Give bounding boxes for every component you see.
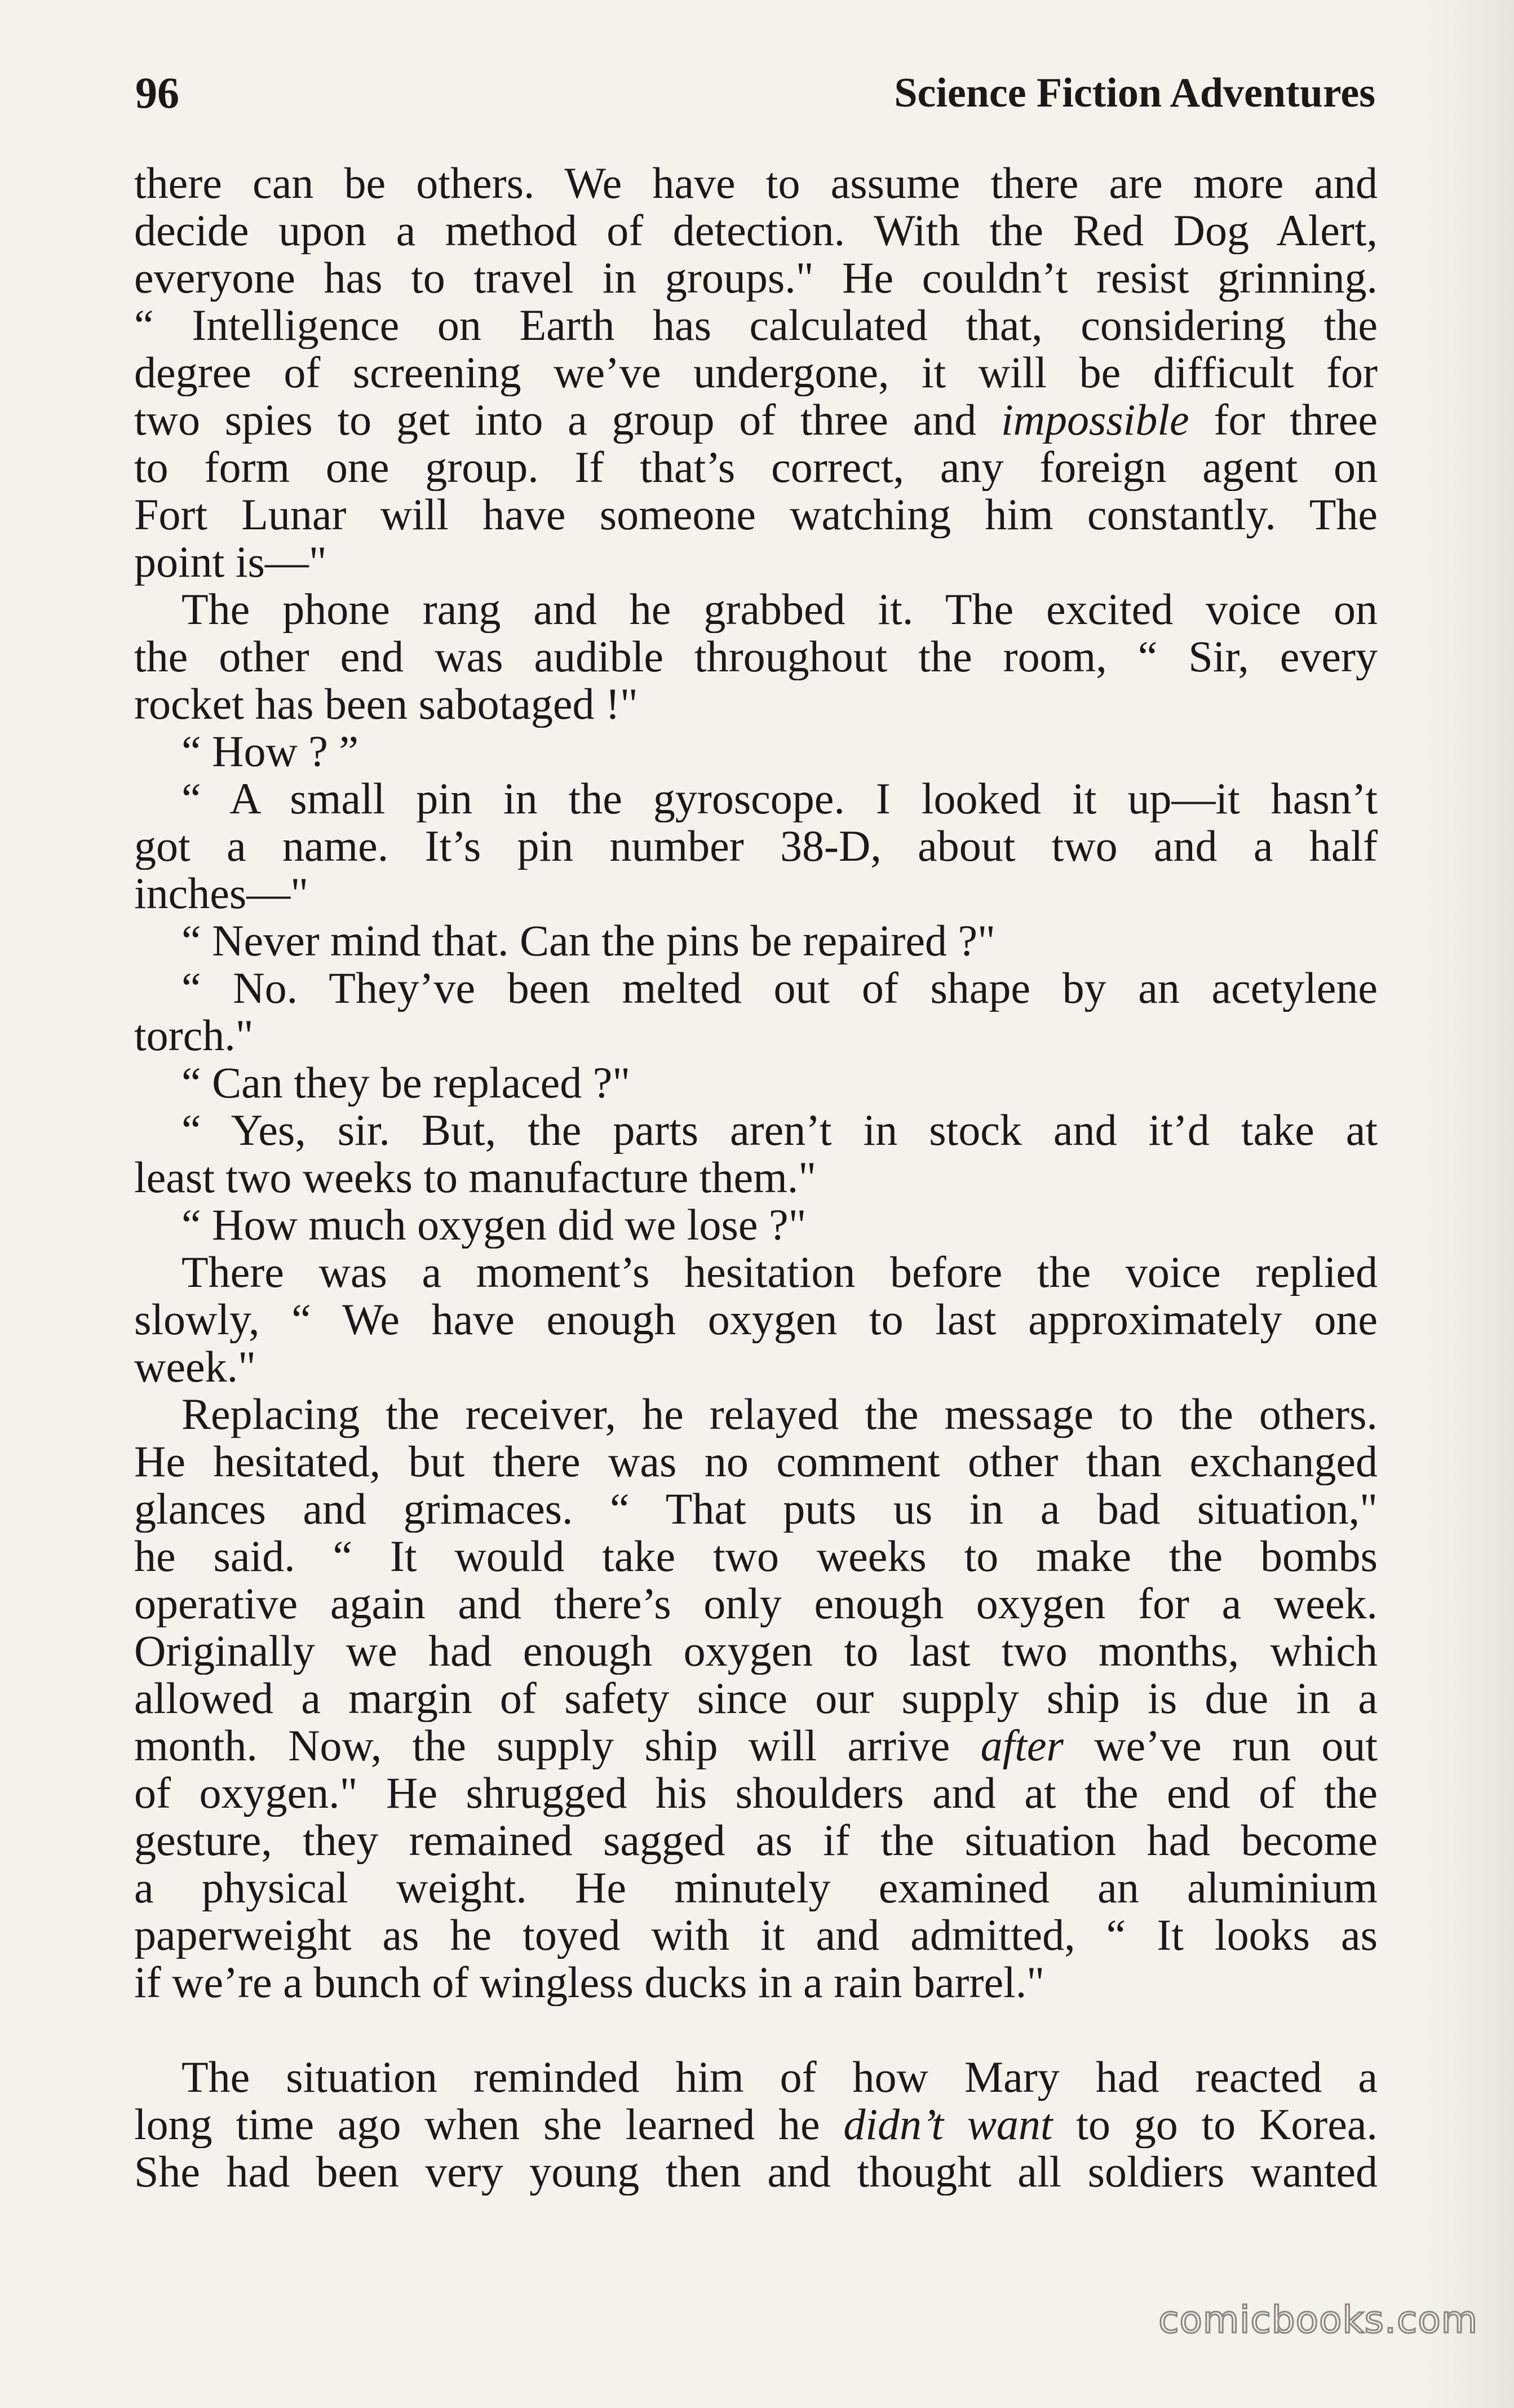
watermark: comicbooks.com [1158, 2298, 1478, 2341]
text-line: operative again and there’s only enough oxygen for a week. [134, 1580, 1378, 1627]
text-line: torch." [134, 1012, 254, 1059]
text-line: Originally we had enough oxygen to last two months, which [134, 1627, 1378, 1675]
running-title: Science Fiction Adventures [894, 69, 1375, 116]
text-line: The situation reminded him of how Mary had reacted a [181, 2053, 1378, 2101]
text-line: “ How ? ” [181, 728, 359, 775]
italic-span: didn’t want [843, 2101, 1053, 2148]
text-line: slowly, “ We have enough oxygen to last approximately one [134, 1296, 1378, 1343]
text-line: least two weeks to manufacture them." [134, 1154, 817, 1201]
text-line: month. Now, the supply ship will arrive after we’ve run out [134, 1722, 1378, 1769]
text-line: inches—" [134, 870, 309, 917]
text-line: rocket has been sabotaged !" [134, 680, 638, 728]
text-line: “ A small pin in the gyroscope. I looked it up—it hasn’t [181, 775, 1378, 822]
text-line: a physical weight. He minutely examined an aluminium [134, 1864, 1378, 1911]
page-header [135, 62, 1375, 124]
text-line: there can be others. We have to assume there are more and [134, 160, 1378, 207]
text-line: to form one group. If that’s correct, any foreign agent on [134, 444, 1378, 491]
text-line: Fort Lunar will have someone watching him constantly. The [134, 491, 1378, 538]
text-line: got a name. It’s pin number 38-D, about two and a half [134, 822, 1378, 870]
text-line: “ Can they be replaced ?" [181, 1059, 631, 1106]
text-line: long time ago when she learned he didn’t want to go to Korea. [134, 2101, 1378, 2148]
italic-span: after [980, 1722, 1064, 1769]
text-line: There was a moment’s hesitation before the voice replied [181, 1249, 1378, 1296]
text-line: week." [134, 1343, 256, 1391]
text-line: gesture, they remained sagged as if the situation had become [134, 1817, 1378, 1864]
text-line: “ Yes, sir. But, the parts aren’t in stock and it’d take at [181, 1106, 1378, 1154]
text-line: “ No. They’ve been melted out of shape by an acetylene [181, 964, 1378, 1012]
text-line: if we’re a bunch of wingless ducks in a rain barrel." [134, 1959, 1045, 2006]
text-line: She had been very young then and thought all soldiers wanted [134, 2148, 1378, 2195]
text-line: he said. “ It would take two weeks to make the bombs [134, 1533, 1378, 1580]
text-line: “ How much oxygen did we lose ?" [181, 1201, 807, 1249]
text-line: glances and grimaces. “ That puts us in a bad situation," [134, 1485, 1378, 1533]
italic-span: impossible [1001, 396, 1189, 444]
text-line: Replacing the receiver, he relayed the message to the others. [181, 1391, 1378, 1438]
text-line: the other end was audible throughout the room, “ Sir, every [134, 633, 1378, 680]
text-line: degree of screening we’ve undergone, it will be difficult for [134, 349, 1378, 396]
text-line: He hesitated, but there was no comment other than exchanged [134, 1438, 1378, 1485]
text-line: “ Never mind that. Can the pins be repaired ?" [181, 917, 995, 964]
text-line: “ Intelligence on Earth has calculated that, considering the [134, 302, 1378, 349]
text-line: The phone rang and he grabbed it. The excited voice on [181, 586, 1378, 633]
text-line: allowed a margin of safety since our supply ship is due in a [134, 1675, 1378, 1722]
text-line: of oxygen." He shrugged his shoulders and at the end of the [134, 1769, 1378, 1817]
text-line: everyone has to travel in groups." He couldn’t resist grinning. [134, 254, 1378, 302]
page-number: 96 [135, 68, 179, 117]
text-line: point is—" [134, 538, 327, 586]
text-line: two spies to get into a group of three and impossible for three [134, 396, 1378, 444]
text-line: paperweight as he toyed with it and admitted, “ It looks as [134, 1911, 1378, 1959]
body-text [134, 160, 1378, 2195]
text-line: decide upon a method of detection. With the Red Dog Alert, [134, 207, 1378, 254]
